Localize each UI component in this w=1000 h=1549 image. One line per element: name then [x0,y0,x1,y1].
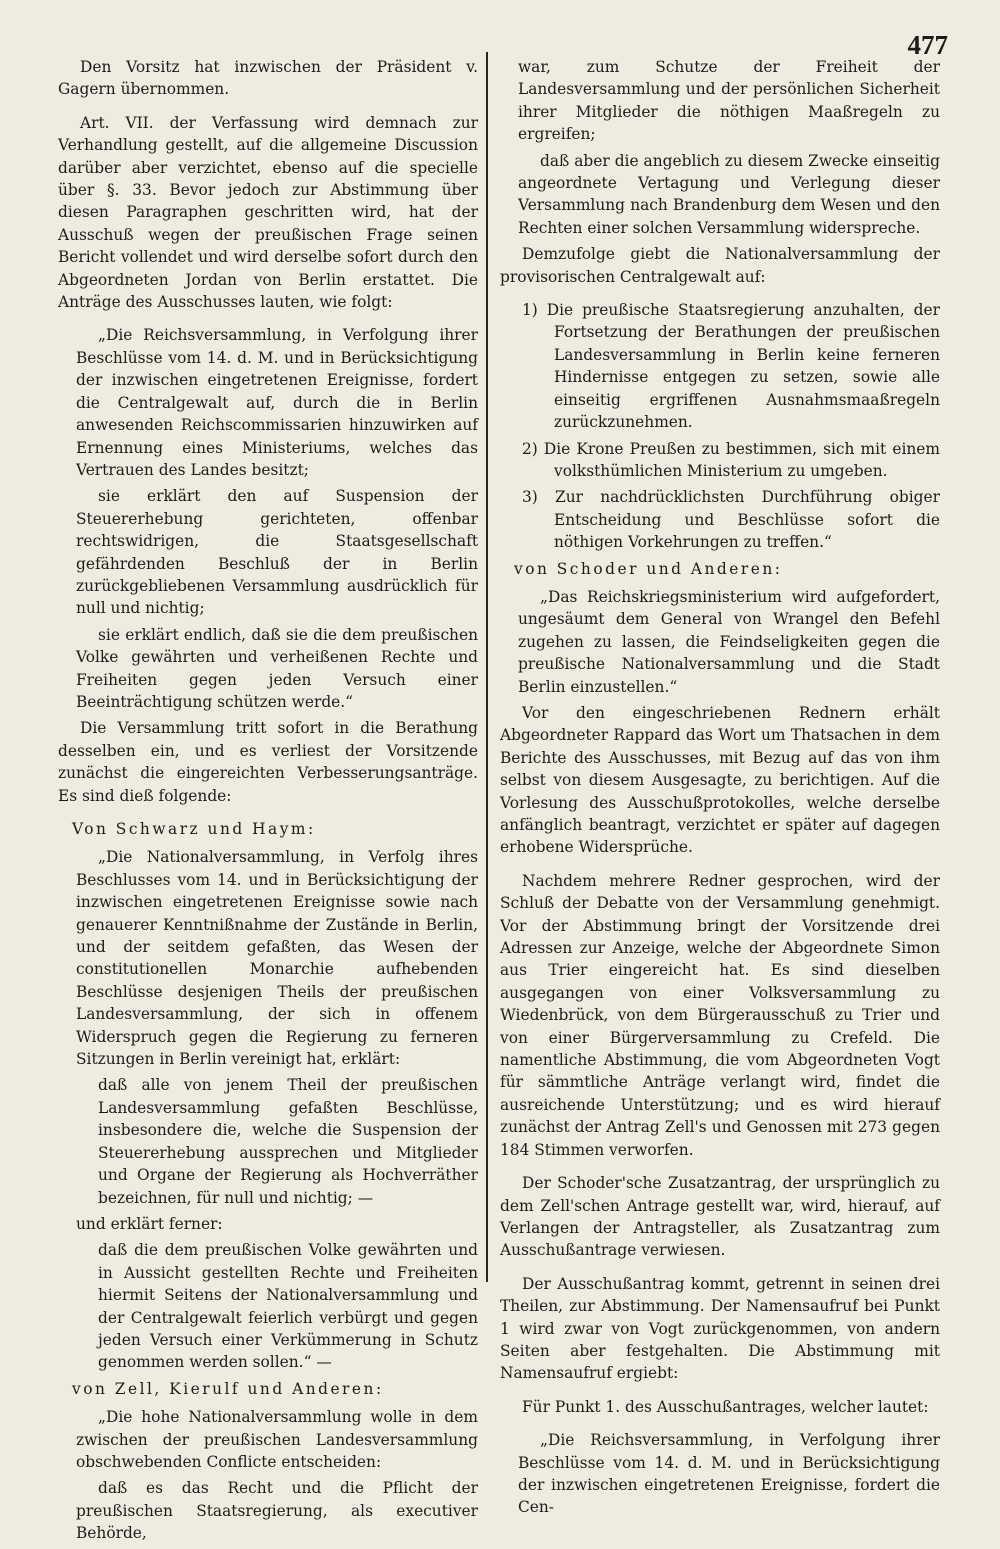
page-number: 477 [907,30,948,60]
quotation: „Das Reichskriegsministerium wird aufgefordert, ungesäumt dem General von Wrangel den Befehl zugehen zu lassen, die Feindseligkeiten gegen die preußische Nationalversammlung und die Stadt Berlin einzustellen.“ [518,587,940,696]
quotation: „Die hohe Nationalversammlung wolle in dem zwischen der preußischen Landesversammlung obschwebenden Conflicte entscheiden: [76,1408,478,1471]
motion-heading: Von Schwarz und Haym: [72,820,316,838]
column-divider [486,52,488,1282]
list-text: Zur nachdrücklichsten Durchführung obiger Entscheidung und Beschlüsse sofort die nöthigen Vorkehrungen zu treffen.“ [554,488,940,552]
paragraph: Der Schoder'sche Zusatzantrag, der ursprünglich zu dem Zell'schen Antrage gestellt war, wird, hierauf, auf Verlangen der Antragsteller, als Zusatzantrag zum Ausschußantrage verwiesen. [500,1174,940,1260]
motion-heading: von Zell, Kierulf und Anderen: [72,1379,384,1398]
paragraph: Für Punkt 1. des Ausschußantrages, welcher lautet: [522,1397,929,1416]
paragraph: Vor den eingeschriebenen Rednern erhält Abgeordneter Rappard das Wort um Thatsachen in dem Berichte des Ausschusses, mit Bezug auf das von ihm selbst von diesem Ausgesagte, zu berichtigen. Auf die Vorlesung des Ausschußprotokolles, welche derselbe anfänglich beantragt, verzichtet er später auf dagegen erhobene Widersprüche. [500,703,940,857]
quotation: daß die dem preußischen Volke gewährten und in Aussicht gestellten Rechte und Freiheiten hiermit Seitens der Nationalversammlung und der Centralgewalt feierlich verbürgt und gegen jeden Versuch einer Verkümmerung in Schutz genommen werden sollen.“ — [98,1241,478,1372]
left-column [58,56,478,1549]
quotation: daß aber die angeblich zu diesem Zwecke einseitig angeordnete Vertagung und Verlegung dieser Versammlung nach Brandenburg dem Wesen und den Rechten einer solchen Versammlung widerspreche. [518,151,940,237]
paragraph: Der Ausschußantrag kommt, getrennt in seinen drei Theilen, zur Abstimmung. Der Namensaufruf bei Punkt 1 wird zwar von Vogt zurückgenommen, von andern Seiten aber festgehalten. Die Abstimmung mit Namensaufruf ergiebt: [500,1274,940,1383]
list-number: 2) [522,439,538,458]
paragraph: Die Versammlung tritt sofort in die Berathung desselben ein, und es verliest der Vorsitzende zunächst die eingereichten Verbesserungsanträge. Es sind dieß folgende: [58,719,478,805]
list-text: Die preußische Staatsregierung anzuhalten, der Fortsetzung der Berathungen der preußischen Landesversammlung in Berlin keine ferneren Hindernisse entgegen zu setzen, sowie alle einseitig ergriffenen Ausnahmsmaaßregeln zurückzunehmen. [546,301,940,432]
quotation: war, zum Schutze der Freiheit der Landesversammlung und der persönlichen Sicherheit ihrer Mitglieder die nöthigen Maaßregeln zu ergreifen; [518,58,940,144]
quotation: und erklärt ferner: [76,1214,223,1233]
list-item [500,486,940,553]
right-column [500,56,940,1523]
quotation: daß alle von jenem Theil der preußischen Landesversammlung gefaßten Beschlüsse, insbesondere die, welche die Suspension der Steuererhebung aussprechen und Mitglieder und Organe der Regierung als Hochverräther bezeichnen, für null und nichtig; — [98,1076,478,1207]
paragraph: Den Vorsitz hat inzwischen der Präsident v. Gagern übernommen. [58,58,478,99]
quotation: sie erklärt den auf Suspension der Steuererhebung gerichteten, offenbar rechtswidrigen, die Staatsgesellschaft gefährdenden Beschluß der in Berlin zurückgebliebenen Versammlung ausdrücklich für null und nichtig; [76,487,478,618]
list-item [500,299,940,433]
list-text: Die Krone Preußen zu bestimmen, sich mit einem volksthümlichen Ministerium zu umgeben. [543,439,940,480]
list-number: 3) [522,488,538,507]
paragraph: Demzufolge giebt die Nationalversammlung der provisorischen Centralgewalt auf: [500,245,940,286]
quotation: daß es das Recht und die Pflicht der preußischen Staatsregierung, als executiver Behörde, [76,1479,478,1543]
quotation: „Die Nationalversammlung, in Verfolg ihres Beschlusses vom 14. und in Berücksichtigung der inzwischen eingetretenen Ereignisse sowie nach genauerer Kenntnißnahme der Zustände in Berlin, und der seitdem gefaßten, das Wesen der constitutionellen Monarchie aufhebenden Beschlüsse desjenigen Theils der preußischen Landesversammlung, der sich in offenem Widerspruch gegen die Regierung zu ferneren Sitzungen in Berlin vereinigt hat, erklärt: [76,848,478,1069]
quotation: sie erklärt endlich, daß sie die dem preußischen Volke gewährten und verheißenen Rechte und Freiheiten gegen jeden Versuch einer Beeinträchtigung schützen werde.“ [76,625,478,711]
motion-heading: von Schoder und Anderen: [514,559,783,578]
quotation: „Die Reichsversammlung, in Verfolgung ihrer Beschlüsse vom 14. d. M. und in Berücksichtigung der inzwischen eingetretenen Ereignisse, fordert die Cen- [518,1431,940,1517]
list-number: 1) [522,301,538,320]
paragraph: Art. VII. der Verfassung wird demnach zur Verhandlung gestellt, auf die allgemeine Discussion darüber aber verzichtet, ebenso auf die specielle über §. 33. Bevor jedoch zur Abstimmung über diesen Paragraphen geschritten wird, hat der Ausschuß wegen der preußischen Frage seinen Bericht vollendet und wird derselbe sofort durch den Abgeordneten Jordan von Berlin erstattet. Die Anträge des Ausschusses lauten, wie folgt: [58,113,478,312]
paragraph: Nachdem mehrere Redner gesprochen, wird der Schluß der Debatte von der Versammlung genehmigt. Vor der Abstimmung bringt der Vorsitzende drei Adressen zur Anzeige, welche der Abgeordnete Simon aus Trier eingereicht hat. Es sind dieselben ausgegangen von einer Volksversammlung zu Wiedenbrück, von dem Bürgerausschuß zu Trier und von einer Bürgerversammlung zu Crefeld. Die namentliche Abstimmung, die vom Abgeordneten Vogt für sämmtliche Anträge verlangt wird, findet die ausreichende Unterstützung; und es wird hierauf zunächst der Antrag Zell's und Genossen mit 273 gegen 184 Stimmen verworfen. [500,871,940,1159]
list-item [500,438,940,483]
quotation: „Die Reichsversammlung, in Verfolgung ihrer Beschlüsse vom 14. d. M. und in Berücksichtigung der inzwischen eingetretenen Ereignisse, fordert die Centralgewalt auf, durch die in Berlin anwesenden Reichscommissarien hinzuwirken auf Ernennung eines Ministeriums, welches das Vertrauen des Landes besitzt; [76,326,478,479]
